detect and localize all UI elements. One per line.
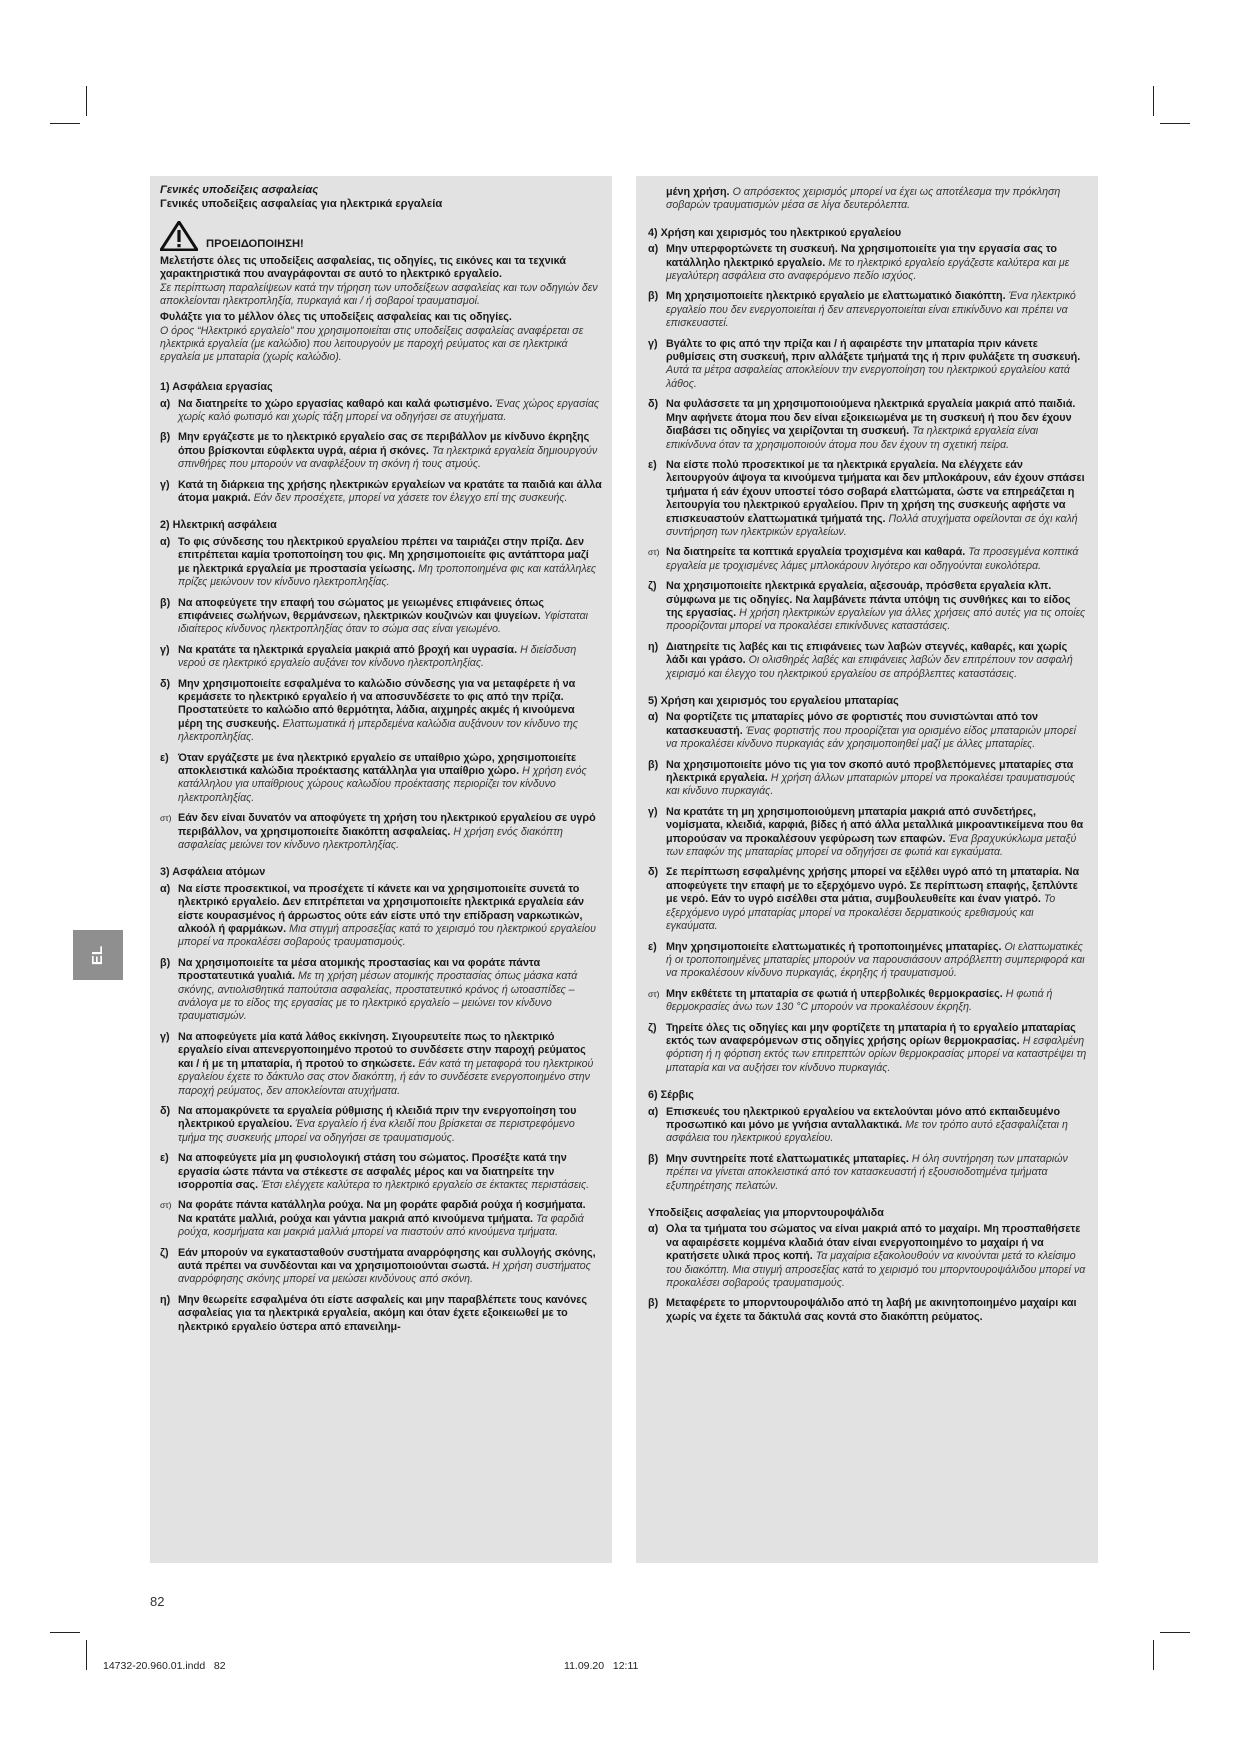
item-italic: Αυτά τα μέτρα ασφαλείας αποκλείουν την ενεργοποίηση του ηλεκτρικού εργαλείου κατά λάθος. [666,364,1070,390]
item-italic: Υφίσταται ιδιαίτερος κίνδυνος ηλεκτροπληξίας όταν το σώμα σας είναι γειωμένο. [178,609,588,636]
item-italic: Ένας φορτιστής που προορίζεται για ορισμένο είδος μπαταριών μπορεί να προκαλέσει κίνδυνο πυρκαγιάς εάν χρησιμοποιηθεί μαζί με άλλες μπαταρίες. [666,724,1076,751]
list-item [160,431,602,471]
item-bold: Να χρησιμοποιείτε τα μέσα ατομικής προστασίας και να φοράτε πάντα προστατευτικά γυαλιά. [178,956,541,983]
crop-mark [86,86,87,116]
section-heading: 1) Ασφάλεια εργασίας [160,381,273,394]
item-italic: Τα προσεγμένα κοπτικά εργαλεία με τροχισμένες λάμες μπλοκάρουν λιγότερο και οδηγούνται ευκολότερα. [666,546,1079,572]
item-label: ε) [648,940,657,953]
warning-icon [160,221,198,251]
item-italic: Τα ηλεκτρικά εργαλεία δημιουργούν σπινθήρες που μπορούν να αναφλέξουν τη σκόνη ή τους ατμούς. [178,444,598,471]
item-bold: Να είστε προσεκτικοί, να προσέχετε τί κάνετε και να χρησιμοποιείτε συνετά το ηλεκτρικό εργαλείο. Δεν επιτρέπεται να χρησιμοποιείτε ηλεκτρικά εργαλεία εάν είστε κουρασμένος ή άρρωστος ούτε εάν είστε υπό την επίδραση ναρκωτικών, αλκοόλ ή φαρμάκων. [178,882,585,936]
warning-header [160,221,602,251]
list-item [160,678,602,745]
item-italic: Πολλά ατυχήματα οφείλονται σε όχι καλή συντήρηση των ηλεκτρικών εργαλείων. [666,512,1078,538]
item-italic: Η διείσδυση νερού σε ηλεκτρικό εργαλείο αυξάνει τον κίνδυνο ηλεκτροπληξίας. [178,643,577,670]
item-bold: Επισκευές του ηλεκτρικού εργαλείου να εκτελούνται μόνο από εκπαιδευμένο προσωπικό και μόνο με γνήσια ανταλλακτικά. [666,1105,1061,1131]
item-italic: Η φωτιά ή θερμοκρασίες άνω των 130 °C μπορούν να προκαλέσουν έκρηξη. [666,987,1053,1014]
list-item [160,536,602,590]
item-label: στ) [160,813,172,824]
item-italic: Μια στιγμή απροσεξίας κατά το χειρισμό του ηλεκτρικού εργαλείου μπορεί να προκαλέσει σοβαρούς τραυματισμούς. [178,923,596,949]
item-bold: Κατά τη διάρκεια της χρήσης ηλεκτρικών εργαλείων να κρατάτε τα παιδιά και άλλα άτομα μακριά. [178,478,602,505]
item-italic: Ελαττωματικά ή μπερδεμένα καλώδια αυξάνουν τον κίνδυνο της ηλεκτροπληξίας. [178,717,578,744]
item-bold: Όταν εργάζεστε με ένα ηλεκτρικό εργαλείο σε υπαίθριο χώρο, χρησιμοποιείτε αποκλειστικά καλώδια προέκτασης κατάλληλα για υπαίθριο χώρο. [178,751,577,777]
item-italic: Η χρήση άλλων μπαταριών μπορεί να προκαλέσει τραυματισμούς και κίνδυνο πυρκαγιάς. [666,772,1076,798]
list-item [648,186,1088,213]
list-item [648,1223,1088,1290]
item-italic: Τα ηλεκτρικά εργαλεία είναι επικίνδυνα όταν τα χρησιμοποιούν άτομα που δεν έχουν τη σχετική πείρα. [666,425,1039,451]
item-bold: Να αποφεύγετε μία μη φυσιολογική στάση του σώματος. Προσέξτε κατά την εργασία ώστε πάντα να στέκεστε σε ασφαλές μέρος και να διατηρείτε την ισορροπία σας. [178,1152,567,1191]
item-label: γ) [160,1030,170,1043]
item-label: α) [648,1223,659,1236]
list-item [160,883,602,950]
item-label: γ) [648,805,658,818]
list-item [160,957,602,1024]
item-italic: Ένα εργαλείο ή ένα κλειδί που βρίσκεται σε περιστρεφόμενο τμήμα της συσκευής μπορεί να οδηγήσει σε τραυματισμούς. [178,1118,575,1144]
item-label: δ) [648,398,659,411]
crop-mark [50,1632,80,1633]
item-label: β) [648,290,659,303]
item-italic: Εάν κατά τη μεταφορά του ηλεκτρικού εργαλείου έχετε το δάκτυλο σας στον διακόπτη, ή εάν το συνδέσετε ενεργοποιημένο στην παροχή ρεύματος, δεν αποκλείονται ατυχήματα. [178,1057,594,1097]
item-bold: Να αποφεύγετε την επαφή του σώματος με γειωμένες επιφάνειες όπως επιφάνειες σωλήνων, θερμάνσεων, ηλεκτρικών κουζινών και ψυγείων. [178,596,544,622]
list-item [160,597,602,637]
item-label: στ) [648,547,660,558]
list-item [160,398,602,425]
item-label: α) [648,243,659,256]
item-bold: Μεταφέρετε το μπορντουροψάλιδο από τη λαβή με ακινητοποιημένο μαχαίρι και χωρίς να έχετε τα δάκτυλά σας κοντά στο διακόπτη ρεύματος. [666,1297,1077,1323]
crop-mark [1160,123,1190,124]
item-label: στ) [648,988,660,999]
item-bold: Μην εκθέτετε τη μπαταρία σε φωτιά ή υπερβολικές θερμοκρασίες. [666,987,1003,1000]
list-item [648,459,1088,539]
item-italic: Ο απρόσεκτος χειρισμός μπορεί να έχει ως αποτέλεσμα την πρόκληση σοβαρών τραυματισμών μέσα σε λίγα δευτερόλεπτα. [666,186,1061,212]
item-label: δ) [648,866,659,879]
item-label: α) [160,882,171,895]
item-bold: Μην χρησιμοποιείτε εσφαλμένα το καλώδιο σύνδεσης για να μεταφέρετε ή να κρεμάσετε το ηλεκτρικό εργαλείο ή να αποσυνδέσετε το φις από την πρίζα. Προστατεύετε το καλώδιο από θερμότητα, λάδια, αιχμηρές ακμές ή κινούμενα μέρη της συσκευής. [178,677,576,730]
list-item [648,1106,1088,1146]
language-tab-label: EL [89,945,107,965]
item-italic: Με το ηλεκτρικό εργαλείο εργάζεστε καλύτερα και με μεγαλύτερη ασφάλεια στο αναφερόμενο πεδίο ισχύος. [666,256,1070,283]
list-item [648,941,1088,981]
item-bold: Να κρατάτε τη μη χρησιμοποιούμενη μπαταρία μακριά από συνδετήρες, νομίσματα, κλειδιά, καρφιά, βίδες ή από άλλα μεταλλικά μικροαντικείμενα που θα μπορούσαν να προκαλέσουν γεφύρωση των επαφών. [666,805,1084,845]
item-label: ε) [160,1152,169,1165]
list-item [648,243,1088,283]
intro-text: Ο όρος “Ηλεκτρικό εργαλείο” που χρησιμοποιείται στις υποδείξεις ασφαλείας αναφέρεται σε ηλεκτρικά εργαλεία (με καλώδιο) που λειτουργούν με παροχή ρεύματος και σε ηλεκτρικά εργαλεία με μπαταρία (χωρίς καλώδιο). [160,324,584,364]
item-italic: Με τον τρόπο αυτό εξασφαλίζεται η ασφάλεια του ηλεκτρικού εργαλείου. [666,1118,1068,1145]
list-item [648,1297,1088,1324]
item-bold: Να φορτίζετε τις μπαταρίες μόνο σε φορτιστές που συνιστώνται από τον κατασκευαστή. [666,711,1039,737]
item-label: ζ) [160,1246,169,1259]
section-heading: 6) Σέρβις [648,1089,694,1102]
item-italic: Η χρήση ηλεκτρικών εργαλείων για άλλες χρήσεις από αυτές για τις οποίες προορίζονται μπορεί να προκαλέσει επικίνδυνες καταστάσεις. [666,606,1086,633]
item-label: β) [160,431,171,444]
item-bold: Το φις σύνδεσης του ηλεκτρικού εργαλείου πρέπει να ταιριάζει στην πρίζα. Δεν επιτρέπεται καμία τροποποίηση του φις. Μη χρησιμοποιείτε φις αντάπτορα μαζί με ηλεκτρικά εργαλεία με προστασία γείωσης. [178,535,589,575]
item-italic: Ένας χώρος εργασίας χωρίς καλό φωτισμό και χωρίς τάξη μπορεί να οδηγήσει σε ατυχήματα. [178,397,600,424]
section-heading: Υποδείξεις ασφαλείας για μπορντουροψάλιδα [648,1207,884,1219]
item-italic: Το εξερχόμενο υγρό μπαταρίας μπορεί να προκαλέσει δερματικούς ερεθισμούς και εγκαύματα. [666,893,1056,933]
item-label: α) [648,711,659,724]
item-label: ζ) [648,580,657,593]
item-italic: Η χρήση ενός κατάλληλου για υπαίθριους χώρους καλωδίου προέκτασης περιορίζει τον κίνδυνο ηλεκτροπληξίας. [178,764,587,804]
warning-label: ΠΡΟΕΙΔΟΠΟΙΗΣΗ! [206,238,304,250]
item-bold: Να διατηρείτε το χώρο εργασίας καθαρό και καλά φωτισμένο. [178,397,493,410]
item-bold: Σε περίπτωση εσφαλμένης χρήσης μπορεί να εξέλθει υγρό από τη μπαταρία. Να αποφεύγετε την επαφή με το εξερχόμενο υγρό. Σε περίπτωση επαφής, ξεπλύντε με νερό. Εάν το υγρό εισέλθει στα μάτια, συμβουλευθείτε και έναν γιατρό. [666,866,1080,906]
section-heading: 2) Ηλεκτρική ασφάλεια [160,519,277,532]
list-item [160,752,602,806]
item-bold: Μην χρησιμοποιείτε ελαττωματικές ή τροποποιημένες μπαταρίες. [666,940,1002,953]
item-label: β) [648,1297,659,1310]
list-item [160,1105,602,1145]
item-bold: Να αποφεύγετε μία κατά λάθος εκκίνηση. Σιγουρευτείτε πως το ηλεκτρικό εργαλείο είναι απενεργοποιημένο προτού το συνδέσετε στην παροχή ρεύματος και / ή με τη μπαταρία, ή προτού το σηκώσετε. [178,1030,586,1070]
intro-text: Φυλάξτε για το μέλλον όλες τις υποδείξεις ασφαλείας και τις οδηγίες. [160,311,512,324]
item-bold: Να φοράτε πάντα κατάλληλα ρούχα. Να μη φοράτε φαρδιά ρούχα ή κοσμήματα. Να κρατάτε μαλλιά, ρούχα και γάντια μακριά από κινούμενα τμήματα. [178,1199,586,1225]
crop-mark [50,123,80,124]
item-bold: Εάν δεν είναι δυνατόν να αποφύγετε τη χρήση του ηλεκτρικού εργαλείου σε υγρό περιβάλλον, να χρησιμοποιείτε διακόπτη ασφαλείας. [178,812,596,838]
crop-mark [1160,1632,1190,1633]
item-label: ζ) [648,1021,657,1034]
item-italic: Η χρήση ενός διακόπτη ασφαλείας μειώνει τον κίνδυνο ηλεκτροπληξίας. [178,825,563,852]
item-italic: Ένα βραχυκύκλωμα μεταξύ των επαφών της μπαταρίας μπορεί να οδηγήσει σε φωτιά και εγκαύματα. [666,832,1077,859]
item-bold: Να χρησιμοποιείτε μόνο τις για τον σκοπό αυτό προβλεπόμενες μπαταρίες στα ηλεκτρικά εργαλεία. [666,758,1074,785]
item-bold: Να φυλάσσετε τα μη χρησιμοποιούμενα ηλεκτρικά εργαλεία μακριά από παιδιά. Μην αφήνετε άτομα που δεν είναι εξοικειωμένα με τη συσκευή ή που δεν έχουν διαβάσει τις οδηγίες να χειρίζονται τη συσκευή. [666,398,1076,438]
item-italic: Η εσφαλμένη φόρτιση ή η φόρτιση εκτός των επιτρεπτών ορίων θερμοκρασίας μπορεί να καταστρέψει τη μπαταρία και να αυξήσει τον κίνδυνο πυρκαγιάς. [666,1034,1087,1074]
item-label: α) [648,1105,659,1118]
list-item [648,398,1088,452]
item-italic: Ένα ηλεκτρικό εργαλείο που δεν ενεργοποιείται ή δεν απενεργοποιείται είναι επικίνδυνο και πρέπει να επισκευαστεί. [666,290,1076,330]
item-label: ε) [648,458,657,471]
crop-mark [1153,86,1154,116]
item-label: β) [648,1152,659,1165]
list-item [648,290,1088,330]
item-bold: Να διατηρείτε τα κοπτικά εργαλεία τροχισμένα και καθαρά. [666,546,966,559]
item-bold: μένη χρήση. [666,186,730,198]
item-label: α) [160,535,171,548]
item-bold: Να είστε πολύ προσεκτικοί με τα ηλεκτρικά εργαλεία. Να ελέγχετε εάν λειτουργούν άψογα τα κινούμενα τμήματα και δεν μπλοκάρουν, εάν έχουν σπάσει τμήματα ή εάν έχουν υποστεί τόσο σοβαρά ελαττώματα, ώστε να επηρεάζεται η λειτουργία του ηλεκτρικού εργαλείου. Πριν τη χρήση της συσκευής αφήστε να επισκευαστούν ελαττωματικά τμήματά της. [666,458,1085,525]
crop-mark [86,1640,87,1670]
item-italic: Με τη χρήση μέσων ατομικής προστασίας όπως μάσκα κατά σκόνης, αντιολισθητικά παπούτσια ασφαλείας, προστατευτικό κράνος ή ωτοασπίδες – ανάλογα με το είδος της εργασίας με το ηλεκτρικό εργαλείο – μειώνει τον κίνδυνο τραυματισμών. [178,970,578,1023]
list-item [648,711,1088,751]
list-item [160,812,602,852]
item-bold: Εάν μπορούν να εγκατασταθούν συστήματα αναρρόφησης και συλλογής σκόνης, αυτά πρέπει να συνδέονται και να χρησιμοποιούνται σωστά. [178,1246,596,1272]
section-subtitle: Γενικές υποδείξεις ασφαλείας για ηλεκτρικά εργαλεία [160,198,443,210]
item-label: η) [648,640,659,653]
list-item [648,641,1088,681]
item-label: γ) [160,643,170,656]
section-heading: 4) Χρήση και χειρισμός του ηλεκτρικού εργαλείου [648,226,902,239]
item-bold: Ολα τα τμήματα του σώματος να είναι μακριά από το μαχαίρι. Μη προσπαθήσετε να αφαιρέσετε κομμένα κλαδιά όταν είναι ενεργοποιημένο το μαχαίρι ή να κρατήσετε υλικά προς κοπή. [666,1223,1081,1263]
list-item [648,1022,1088,1076]
item-bold: Τηρείτε όλες τις οδηγίες και μην φορτίζετε τη μπαταρία ή το εργαλείο μπαταρίας εκτός των αναφερόμενων στις οδηγίες χρήσης ορίων θερμοκρασίας. [666,1021,1076,1047]
item-italic: Η χρήση συστήματος αναρρόφησης σκόνης μπορεί να μειώσει κινδύνους από σκόνη. [178,1259,591,1286]
section-heading: 5) Χρήση και χειρισμός του εργαλείου μπαταρίας [648,695,899,707]
item-italic: Οι ολισθηρές λαβές και επιφάνειες λαβών δεν επιτρέπουν τον ασφαλή χειρισμό και έλεγχο του ηλεκτρικού εργαλείου σε απρόβλεπτες καταστάσεις. [666,654,1073,680]
item-italic: Εάν δεν προσέχετε, μπορεί να χάσετε τον έλεγχο επί της συσκευής. [253,492,568,505]
section-heading: 3) Ασφάλεια ατόμων [160,866,266,879]
list-item [160,1199,602,1239]
item-bold: Διατηρείτε τις λαβές και τις επιφάνειες των λαβών στεγνές, καθαρές, και χωρίς λάδι και γράσο. [666,640,1068,667]
item-label: η) [160,1293,171,1306]
list-item [648,1153,1088,1193]
item-bold: Να κρατάτε τα ηλεκτρικά εργαλεία μακριά από βροχή και υγρασία. [178,643,518,656]
list-item [160,479,602,506]
item-label: γ) [160,478,170,491]
item-label: στ) [160,1200,172,1211]
item-label: α) [160,397,171,410]
item-bold: Μην υπερφορτώνετε τη συσκευή. Να χρησιμοποιείτε για την εργασία σας το κατάλληλο ηλεκτρικό εργαλείο. [666,243,1057,269]
list-item [160,644,602,671]
section-title: Γενικές υποδείξεις ασφαλείας [160,184,319,196]
list-item [160,1247,602,1287]
item-bold: Μην θεωρείτε εσφαλμένα ότι είστε ασφαλείς και μην παραβλέπετε τους κανόνες ασφαλείας για τα ηλεκτρικά εργαλεία, ακόμη και όταν έχετε εξοικειωθεί με το ηλεκτρικό εργαλείο ύστερα από επανειλημ- [178,1293,587,1333]
item-label: β) [160,596,171,609]
list-item [648,866,1088,933]
item-bold: Μη χρησιμοποιείτε ηλεκτρικό εργαλείο με ελαττωματικό διακόπτη. [666,290,1006,303]
list-item [648,806,1088,860]
list-item [160,1031,602,1098]
item-label: γ) [648,337,658,350]
print-footer: 14732-20.960.01.indd 82 11.09.20 12:11 [103,1660,639,1672]
list-item [160,1294,602,1334]
intro-text: Μελετήστε όλες τις υποδείξεις ασφαλείας, τις οδηγίες, τις εικόνες και τα τεχνικά χαρακτηριστικά που αναγράφονται σε αυτό το ηλεκτρικό εργαλείο. [160,255,566,281]
language-tab [73,930,123,980]
item-label: β) [160,956,171,969]
list-item [648,338,1088,392]
item-italic: Τα φαρδιά ρούχα, κοσμήματα και μακριά μαλλιά μπορεί να πιαστούν από κινούμενα τμήματα. [178,1212,584,1239]
intro-text: Σε περίπτωση παραλείψεων κατά την τήρηση των υποδείξεων ασφαλείας και των οδηγιών δεν αποκλείονται ηλεκτροπληξία, πυρκαγιά και / ή σοβαροί τραυματισμοί. [160,281,598,308]
left-column [150,176,612,1563]
item-bold: Μην συντηρείτε ποτέ ελαττωματικές μπαταρίες. [666,1152,909,1165]
list-item [648,759,1088,799]
item-bold: Βγάλτε το φις από την πρίζα και / ή αφαιρέστε την μπαταρία πριν κάνετε ρυθμίσεις στη συσκευή, πριν αλλάξετε τμήματά της ή πριν φυλάξετε τη συσκευή. [666,337,1081,364]
item-label: β) [648,758,659,771]
item-italic: Έτσι ελέγχετε καλύτερα το ηλεκτρικό εργαλείο σε έκτακτες περιστάσεις. [261,1178,590,1191]
list-item [648,546,1088,573]
item-italic: Η όλη συντήρηση των μπαταριών πρέπει να γίνεται αποκλειστικά από τον κατασκευαστή ή εξουσιοδοτημένα τμήματα εξυπηρέτησης πελατών. [666,1152,1068,1192]
item-italic: Μη τροποποιημένα φις και κατάλληλες πρίζες μειώνουν τον κίνδυνο ηλεκτροπληξίας. [178,562,597,589]
list-item [160,1152,602,1192]
item-label: δ) [160,677,171,690]
item-bold: Να απομακρύνετε τα εργαλεία ρύθμισης ή κλειδιά πριν την ενεργοποίηση του ηλεκτρικού εργαλείου. [178,1104,577,1131]
list-item [648,988,1088,1015]
item-label: δ) [160,1104,171,1117]
crop-mark [1153,1640,1154,1670]
item-bold: Να χρησιμοποιείτε ηλεκτρικά εργαλεία, αξεσουάρ, πρόσθετα εργαλεία κλπ. σύμφωνα με τις οδηγίες. Να λαμβάνετε πάντα υπόψη τις συνθήκες και το είδος της εργασίας. [666,580,1071,619]
item-italic: Τα μαχαίρια εξακολουθούν να κινούνται μετά το κλείσιμο του διακόπτη. Μια στιγμή απροσεξίας κατά το χειρισμό του μπορντουροψάλιδου μπορεί να προκαλέσει σοβαρούς τραυματισμούς. [666,1250,1086,1290]
list-item [648,580,1088,634]
right-column [636,176,1098,1563]
page-number: 82 [150,1594,165,1609]
item-label: ε) [160,751,169,764]
item-bold: Μην εργάζεστε με το ηλεκτρικό εργαλείο σας σε περιβάλλον με κίνδυνο έκρηξης όπου βρίσκονται εύφλεκτα υγρά, αέρια ή σκόνες. [178,431,590,457]
item-italic: Οι ελαττωματικές ή οι τροποποιημένες μπαταρίες μπορούν να παρουσιάσουν απρόβλεπτη συμπεριφορά και να προκαλέσουν κίνδυνο πυρκαγιάς, έκρηξης ή τραυματισμού. [666,940,1085,980]
